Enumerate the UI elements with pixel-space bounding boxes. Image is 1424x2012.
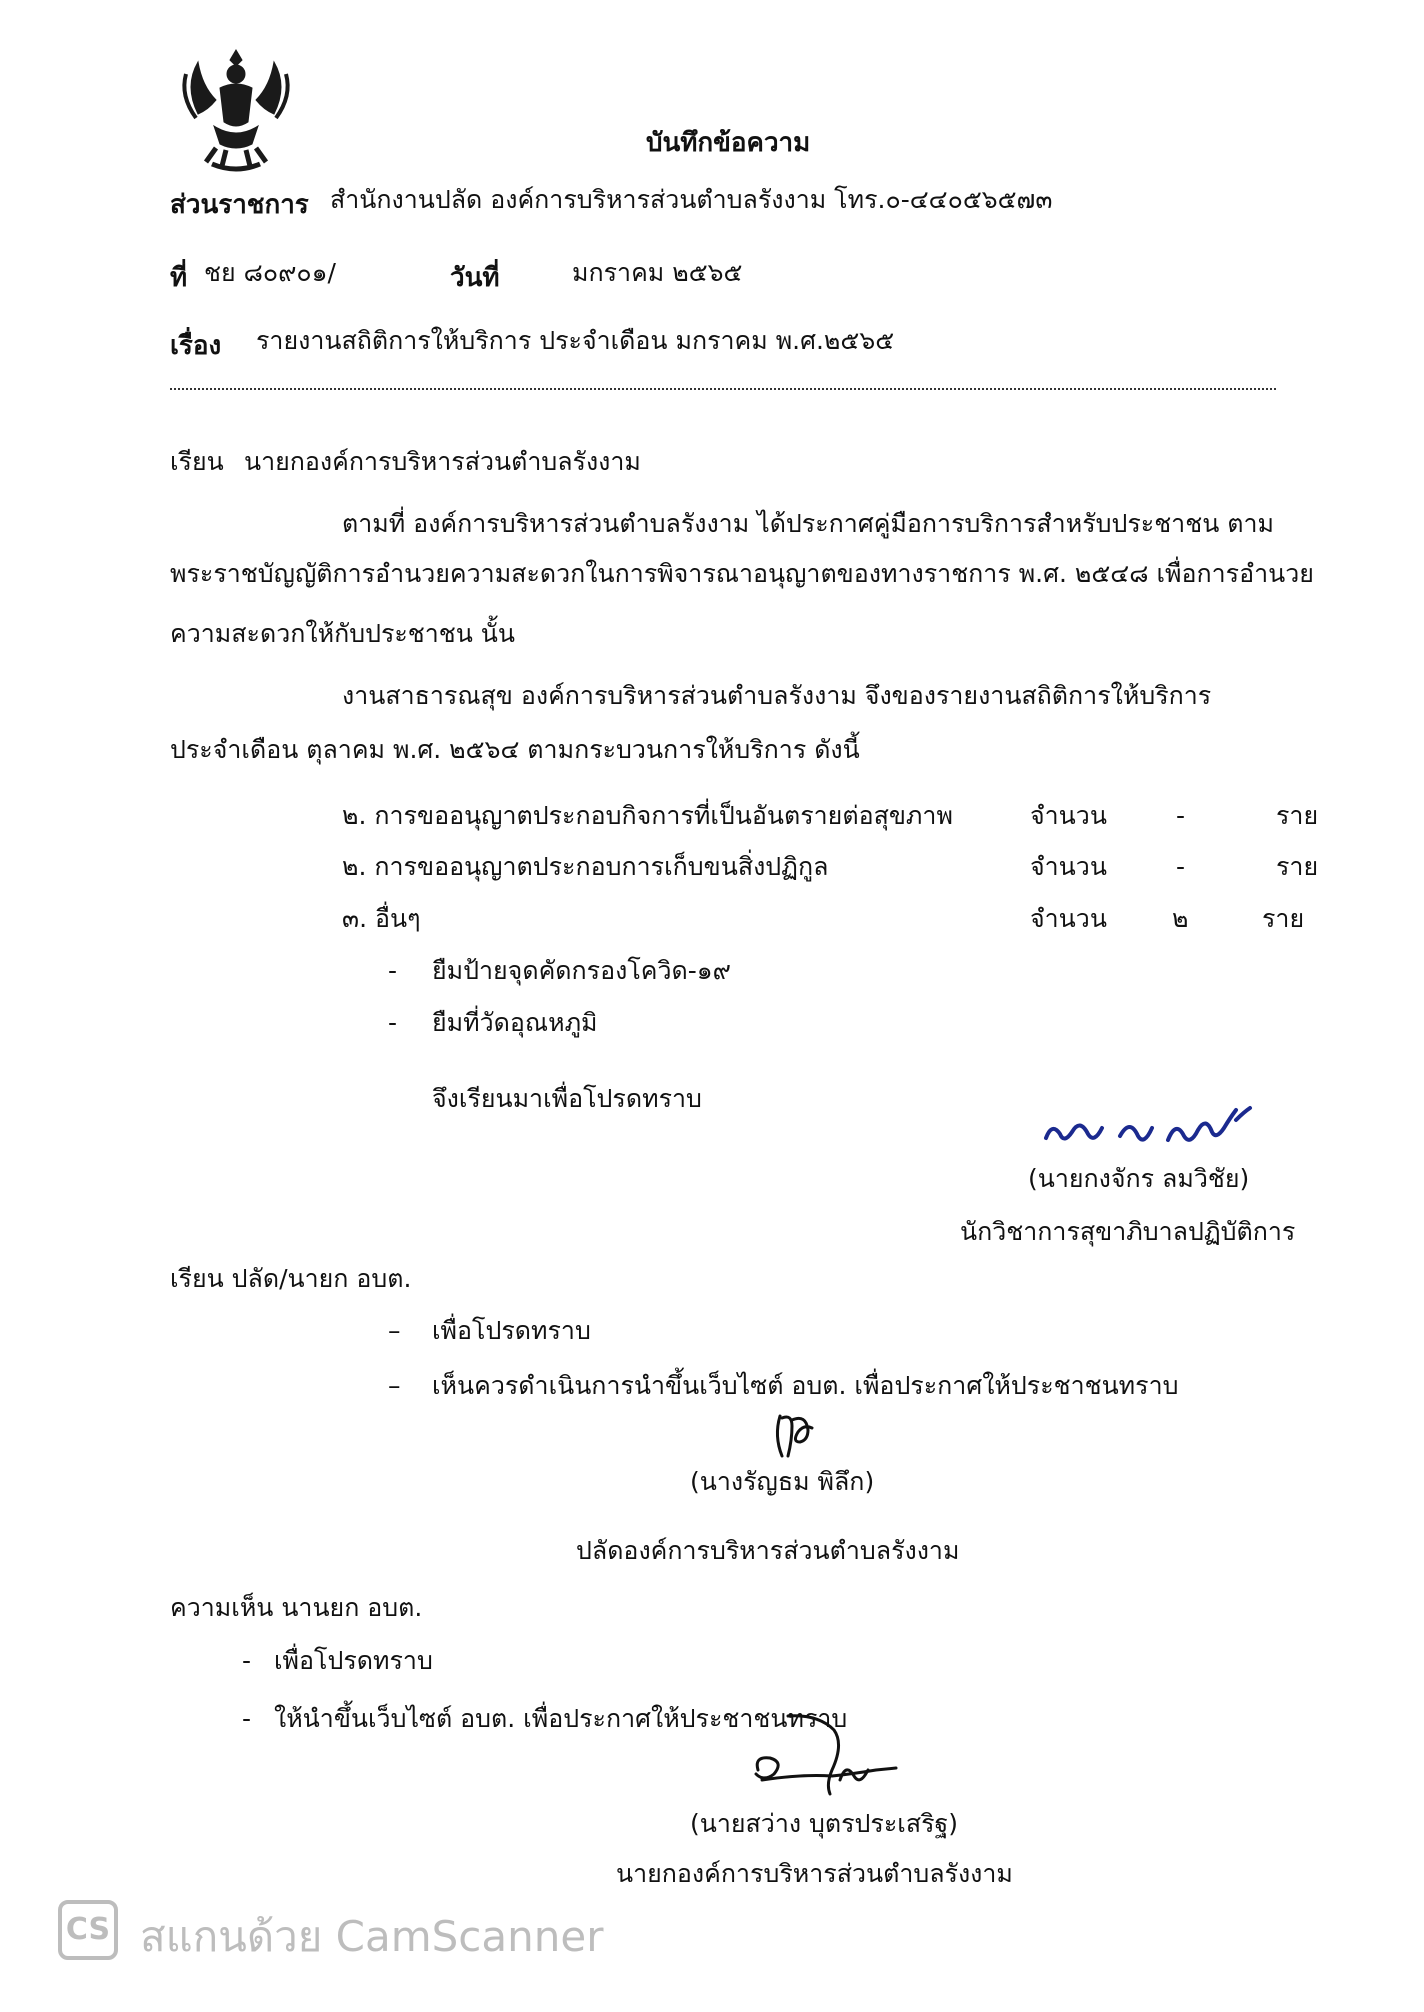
- endorsement-2-item: ให้นำขึ้นเว็บไซต์ อบต. เพื่อประกาศให้ประชาชนทราบ: [274, 1704, 848, 1733]
- paragraph-1-line: ตามที่ องค์การบริหารส่วนตำบลรังงาม ได้ประกาศคู่มือการบริการสำหรับประชาชน ตาม: [342, 509, 1274, 538]
- stat-count-label: จำนวน: [1030, 801, 1107, 830]
- paragraph-1-line: ความสะดวกให้กับประชาชน นั้น: [170, 619, 515, 648]
- date-label: วันที่: [450, 263, 500, 293]
- ref-value: ชย ๘๐๙๐๑/: [204, 258, 336, 287]
- camscanner-watermark-text: สแกนด้วย CamScanner: [140, 1912, 604, 1961]
- header-divider: [170, 388, 1276, 390]
- endorsement-2-item: เพื่อโปรดทราบ: [274, 1646, 433, 1675]
- stat-unit: ราย: [1276, 801, 1319, 830]
- endorsement-1-item: เห็นควรดำเนินการนำขึ้นเว็บไซต์ อบต. เพื่อประกาศให้ประชาชนทราบ: [432, 1371, 1179, 1400]
- paragraph-1-line: พระราชบัญญัติการอำนวยความสะดวกในการพิจารณาอนุญาตของทางราชการ พ.ศ. ๒๕๔๘ เพื่อการอำนวย: [170, 559, 1314, 588]
- endorsement-2-opinion: ความเห็น นานยก อบต.: [170, 1593, 423, 1622]
- endorsement-1-item: เพื่อโปรดทราบ: [432, 1316, 591, 1345]
- endorsement-1-to: เรียน ปลัด/นายก อบต.: [170, 1264, 412, 1293]
- date-value: มกราคม ๒๕๖๕: [572, 258, 743, 287]
- signer-3-position: นายกองค์การบริหารส่วนตำบลรังงาม: [616, 1859, 1013, 1888]
- signer-1-position: นักวิชาการสุขาภิบาลปฏิบัติการ: [960, 1217, 1296, 1246]
- garuda-emblem-icon: [176, 44, 296, 172]
- salutation-label: เรียน: [170, 447, 224, 476]
- endorsement-1-dash: –: [388, 1316, 401, 1345]
- signer-1-name: (นายกงจักร ลมวิชัย): [1028, 1164, 1250, 1193]
- signature-3-icon: [748, 1710, 908, 1798]
- other-detail-dash: -: [388, 956, 398, 985]
- other-detail-text: ยืมป้ายจุดคัดกรองโควิด-๑๙: [432, 956, 731, 985]
- agency-value: สำนักงานปลัด องค์การบริหารส่วนตำบลรังงาม โทร.๐-๔๔๐๕๖๕๗๓: [330, 185, 1053, 214]
- paragraph-2-line: ประจำเดือน ตุลาคม พ.ศ. ๒๕๖๔ ตามกระบวนการให้บริการ ดังนี้: [170, 735, 860, 764]
- signer-2-name: (นางรัญธม พิลึก): [690, 1467, 875, 1496]
- other-detail-text: ยืมที่วัดอุณหภูมิ: [432, 1008, 598, 1037]
- signer-2-position: ปลัดองค์การบริหารส่วนตำบลรังงาม: [576, 1536, 960, 1565]
- memo-title: บันทึกข้อความ: [646, 128, 811, 158]
- agency-label: ส่วนราชการ: [170, 190, 309, 220]
- endorsement-2-dash: -: [242, 1646, 252, 1675]
- stat-item: ๒. การขออนุญาตประกอบกิจการที่เป็นอันตรายต่อสุขภาพ: [342, 801, 953, 830]
- endorsement-1-dash: –: [388, 1371, 401, 1400]
- endorsement-2-dash: -: [242, 1704, 252, 1733]
- stat-count: -: [1176, 852, 1186, 881]
- signature-2-icon: [770, 1410, 830, 1460]
- other-detail-dash: -: [388, 1008, 398, 1037]
- stat-unit: ราย: [1276, 852, 1319, 881]
- signer-3-name: (นายสว่าง บุตรประเสริฐ): [690, 1809, 959, 1838]
- stat-item: ๒. การขออนุญาตประกอบการเก็บขนสิ่งปฏิกูล: [342, 852, 829, 881]
- stat-item: ๓. อื่นๆ: [342, 904, 421, 933]
- subject-label: เรื่อง: [170, 331, 222, 361]
- signature-1-icon: [1040, 1102, 1260, 1158]
- stat-unit: ราย: [1262, 904, 1305, 933]
- stat-count: ๒: [1172, 904, 1189, 933]
- stat-count-label: จำนวน: [1030, 852, 1107, 881]
- subject-value: รายงานสถิติการให้บริการ ประจำเดือน มกราคม พ.ศ.๒๕๖๕: [256, 326, 895, 355]
- camscanner-logo-icon: CS: [58, 1900, 118, 1960]
- salutation-value: นายกองค์การบริหารส่วนตำบลรังงาม: [244, 447, 641, 476]
- closing-text: จึงเรียนมาเพื่อโปรดทราบ: [432, 1084, 702, 1113]
- stat-count: -: [1176, 801, 1186, 830]
- ref-label: ที่: [170, 263, 188, 293]
- stat-count-label: จำนวน: [1030, 904, 1107, 933]
- paragraph-2-line: งานสาธารณสุข องค์การบริหารส่วนตำบลรังงาม จึงของรายงานสถิติการให้บริการ: [342, 681, 1212, 710]
